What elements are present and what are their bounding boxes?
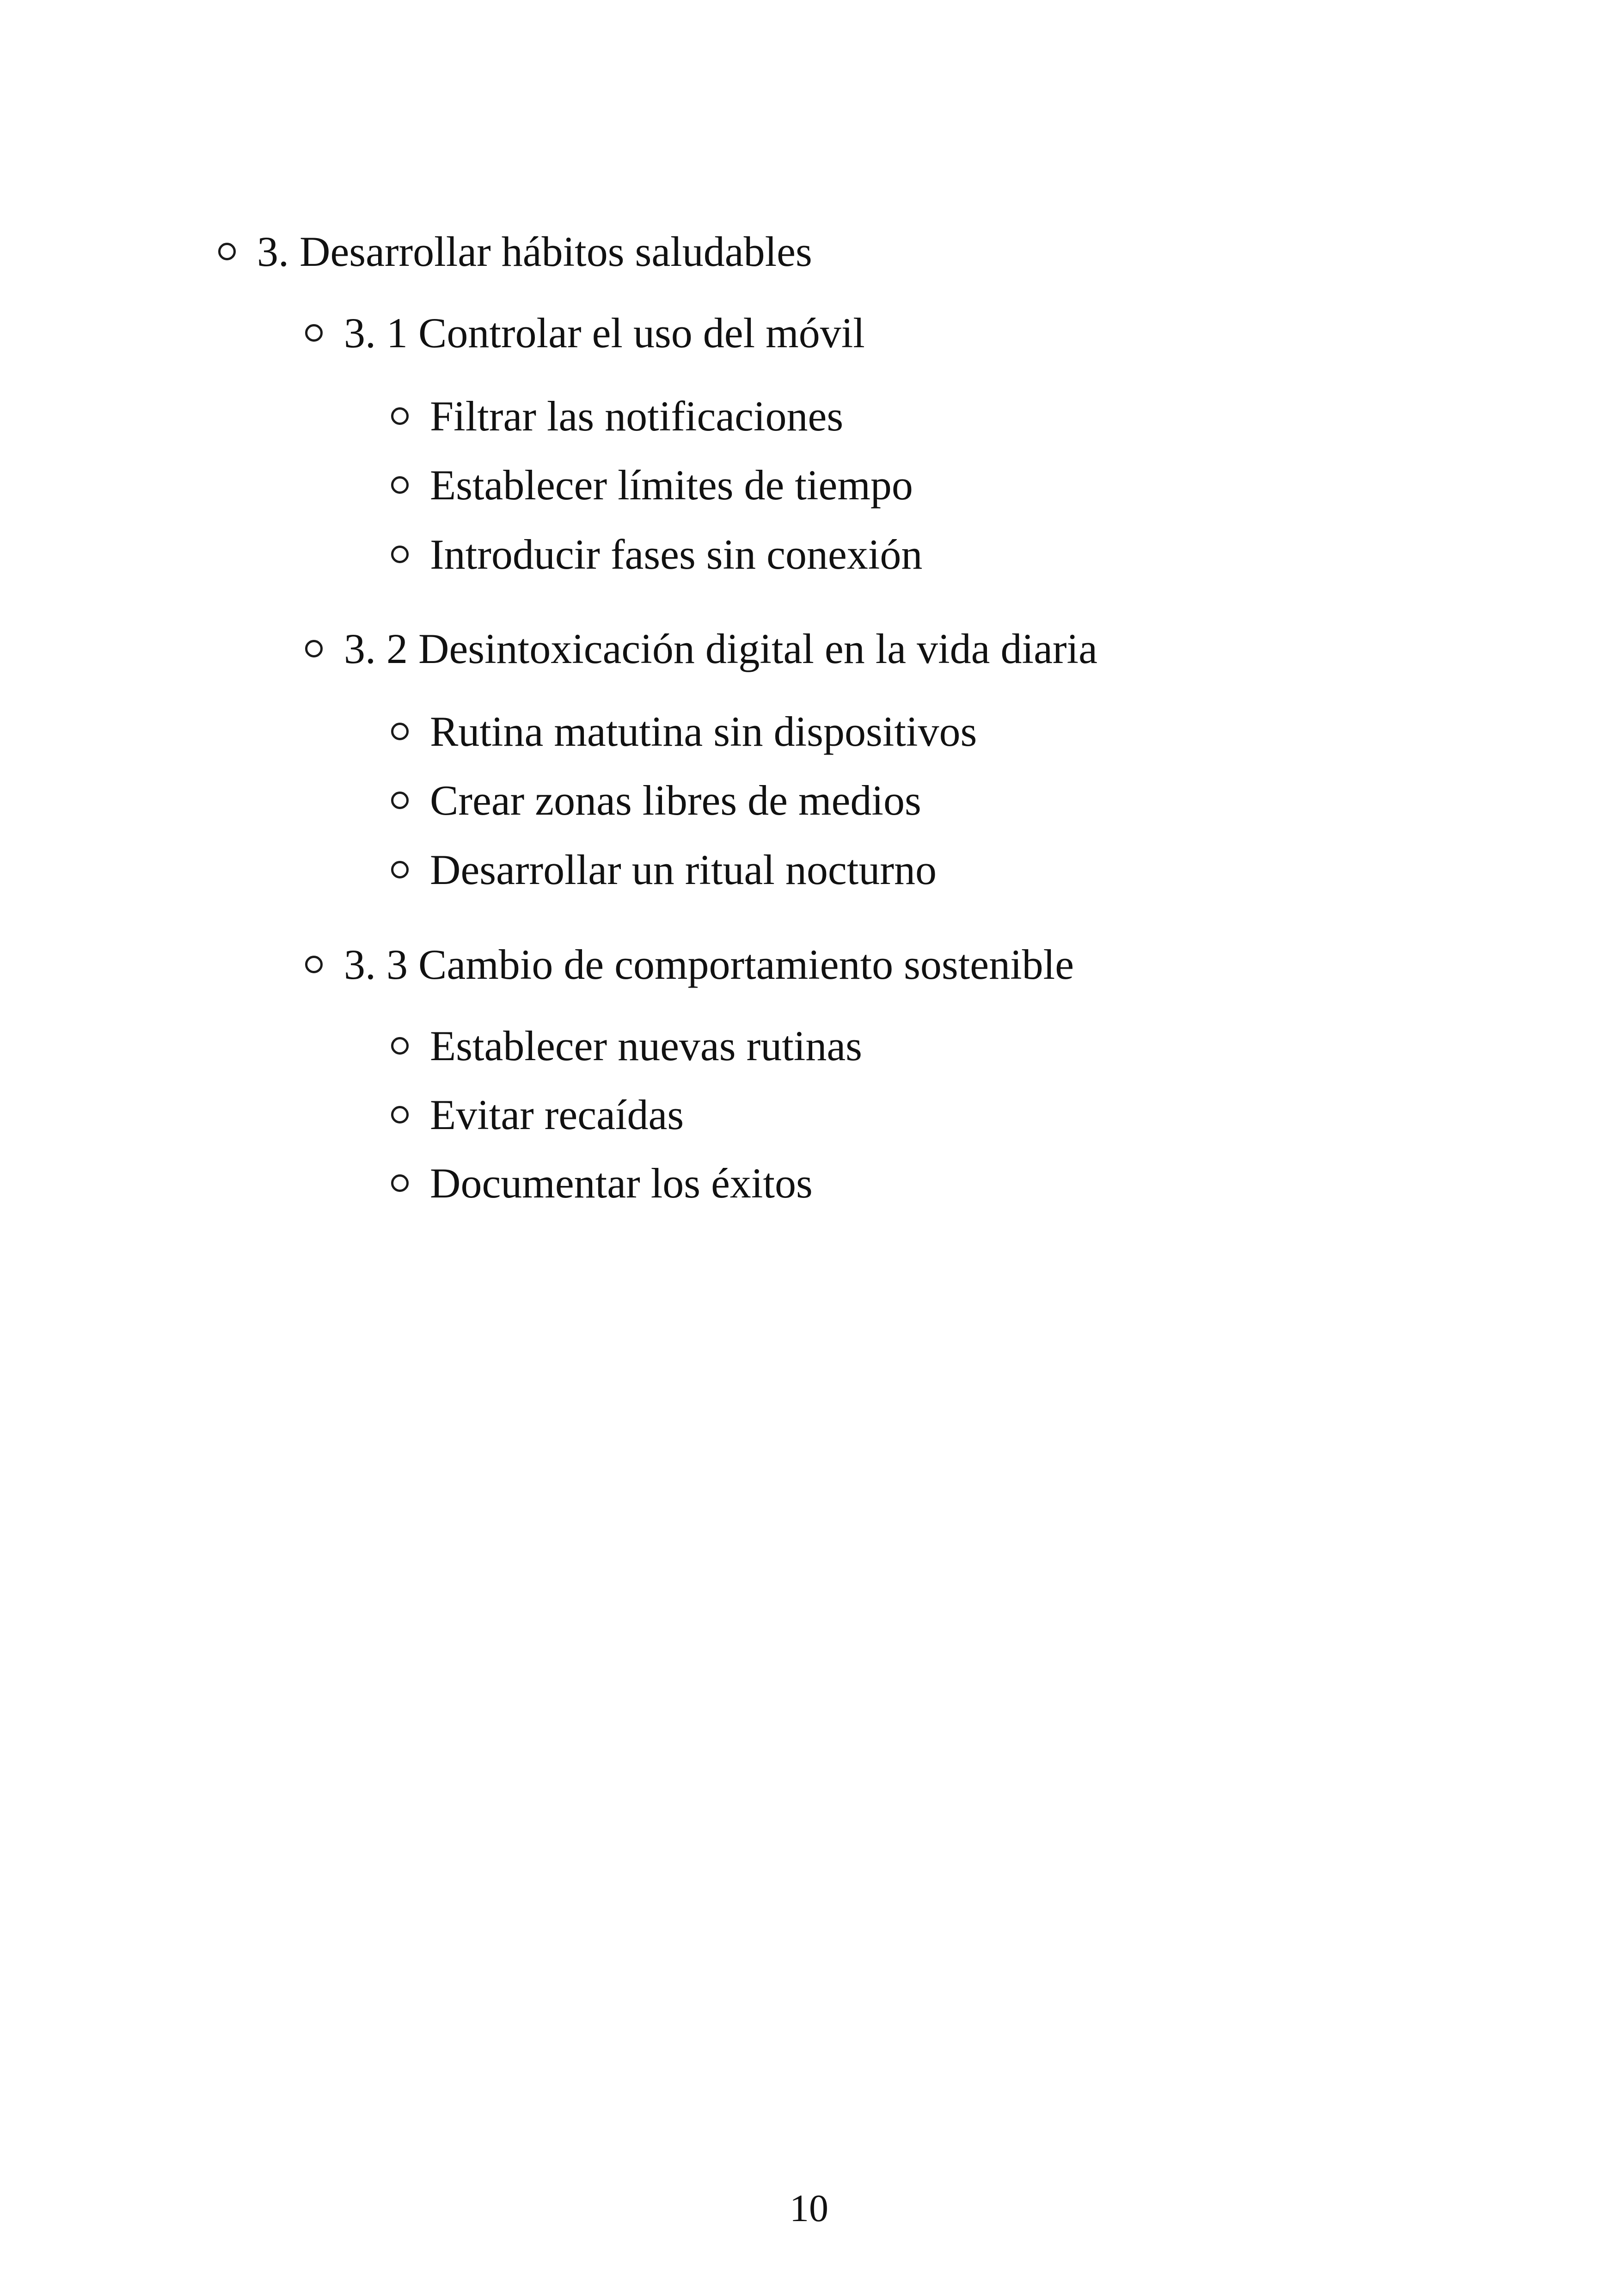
- hollow-circle-bullet-icon: [305, 640, 323, 657]
- outline-list-item-text: Introducir fases sin conexión: [430, 531, 923, 578]
- outline-subsection-title: 3. 2 Desintoxicación digital en la vida diaria: [344, 625, 1097, 672]
- outline-subsection-item: [0, 943, 1074, 986]
- outline-list-item: [0, 779, 921, 822]
- hollow-circle-bullet-icon: [305, 324, 323, 342]
- outline-section-item: [0, 230, 812, 273]
- outline-list-item: [0, 710, 977, 753]
- outline-list-item-text: Filtrar las notificaciones: [430, 393, 844, 440]
- outline-subsection-title: 3. 3 Cambio de comportamiento sostenible: [344, 941, 1074, 988]
- hollow-circle-bullet-icon: [305, 956, 323, 973]
- hollow-circle-bullet-icon: [391, 723, 409, 740]
- outline-list-item-text: Rutina matutina sin dispositivos: [430, 708, 977, 755]
- hollow-circle-bullet-icon: [391, 476, 409, 494]
- hollow-circle-bullet-icon: [391, 407, 409, 425]
- page-number: 10: [790, 2187, 828, 2230]
- outline-list-item-text: Evitar recaídas: [430, 1091, 684, 1138]
- hollow-circle-bullet-icon: [391, 861, 409, 878]
- outline-list-item: [0, 1022, 862, 1069]
- hollow-circle-bullet-icon: [218, 243, 236, 260]
- hollow-circle-bullet-icon: [391, 1037, 409, 1055]
- outline-list-item-text: Establecer límites de tiempo: [430, 461, 913, 509]
- outline-list-item: [0, 461, 913, 509]
- outline-list-item: [0, 1093, 684, 1136]
- outline-list-item: [0, 393, 844, 440]
- outline-list-item-text: Crear zonas libres de medios: [430, 777, 921, 824]
- outline-list-item: [0, 848, 937, 891]
- outline-list-item-text: Desarrollar un ritual nocturno: [430, 846, 937, 893]
- outline-section-title: 3. Desarrollar hábitos saludables: [257, 228, 812, 275]
- outline-subsection-item: [0, 627, 1097, 670]
- hollow-circle-bullet-icon: [391, 1106, 409, 1123]
- hollow-circle-bullet-icon: [391, 1174, 409, 1192]
- hollow-circle-bullet-icon: [391, 546, 409, 563]
- outline-list-item: [0, 533, 922, 576]
- outline-subsection-title: 3. 1 Controlar el uso del móvil: [344, 309, 865, 356]
- outline-list-item: [0, 1160, 813, 1207]
- outline-list-item-text: Establecer nuevas rutinas: [430, 1022, 862, 1069]
- outline-subsection-item: [0, 309, 865, 356]
- outline-list-item-text: Documentar los éxitos: [430, 1160, 813, 1207]
- hollow-circle-bullet-icon: [391, 792, 409, 809]
